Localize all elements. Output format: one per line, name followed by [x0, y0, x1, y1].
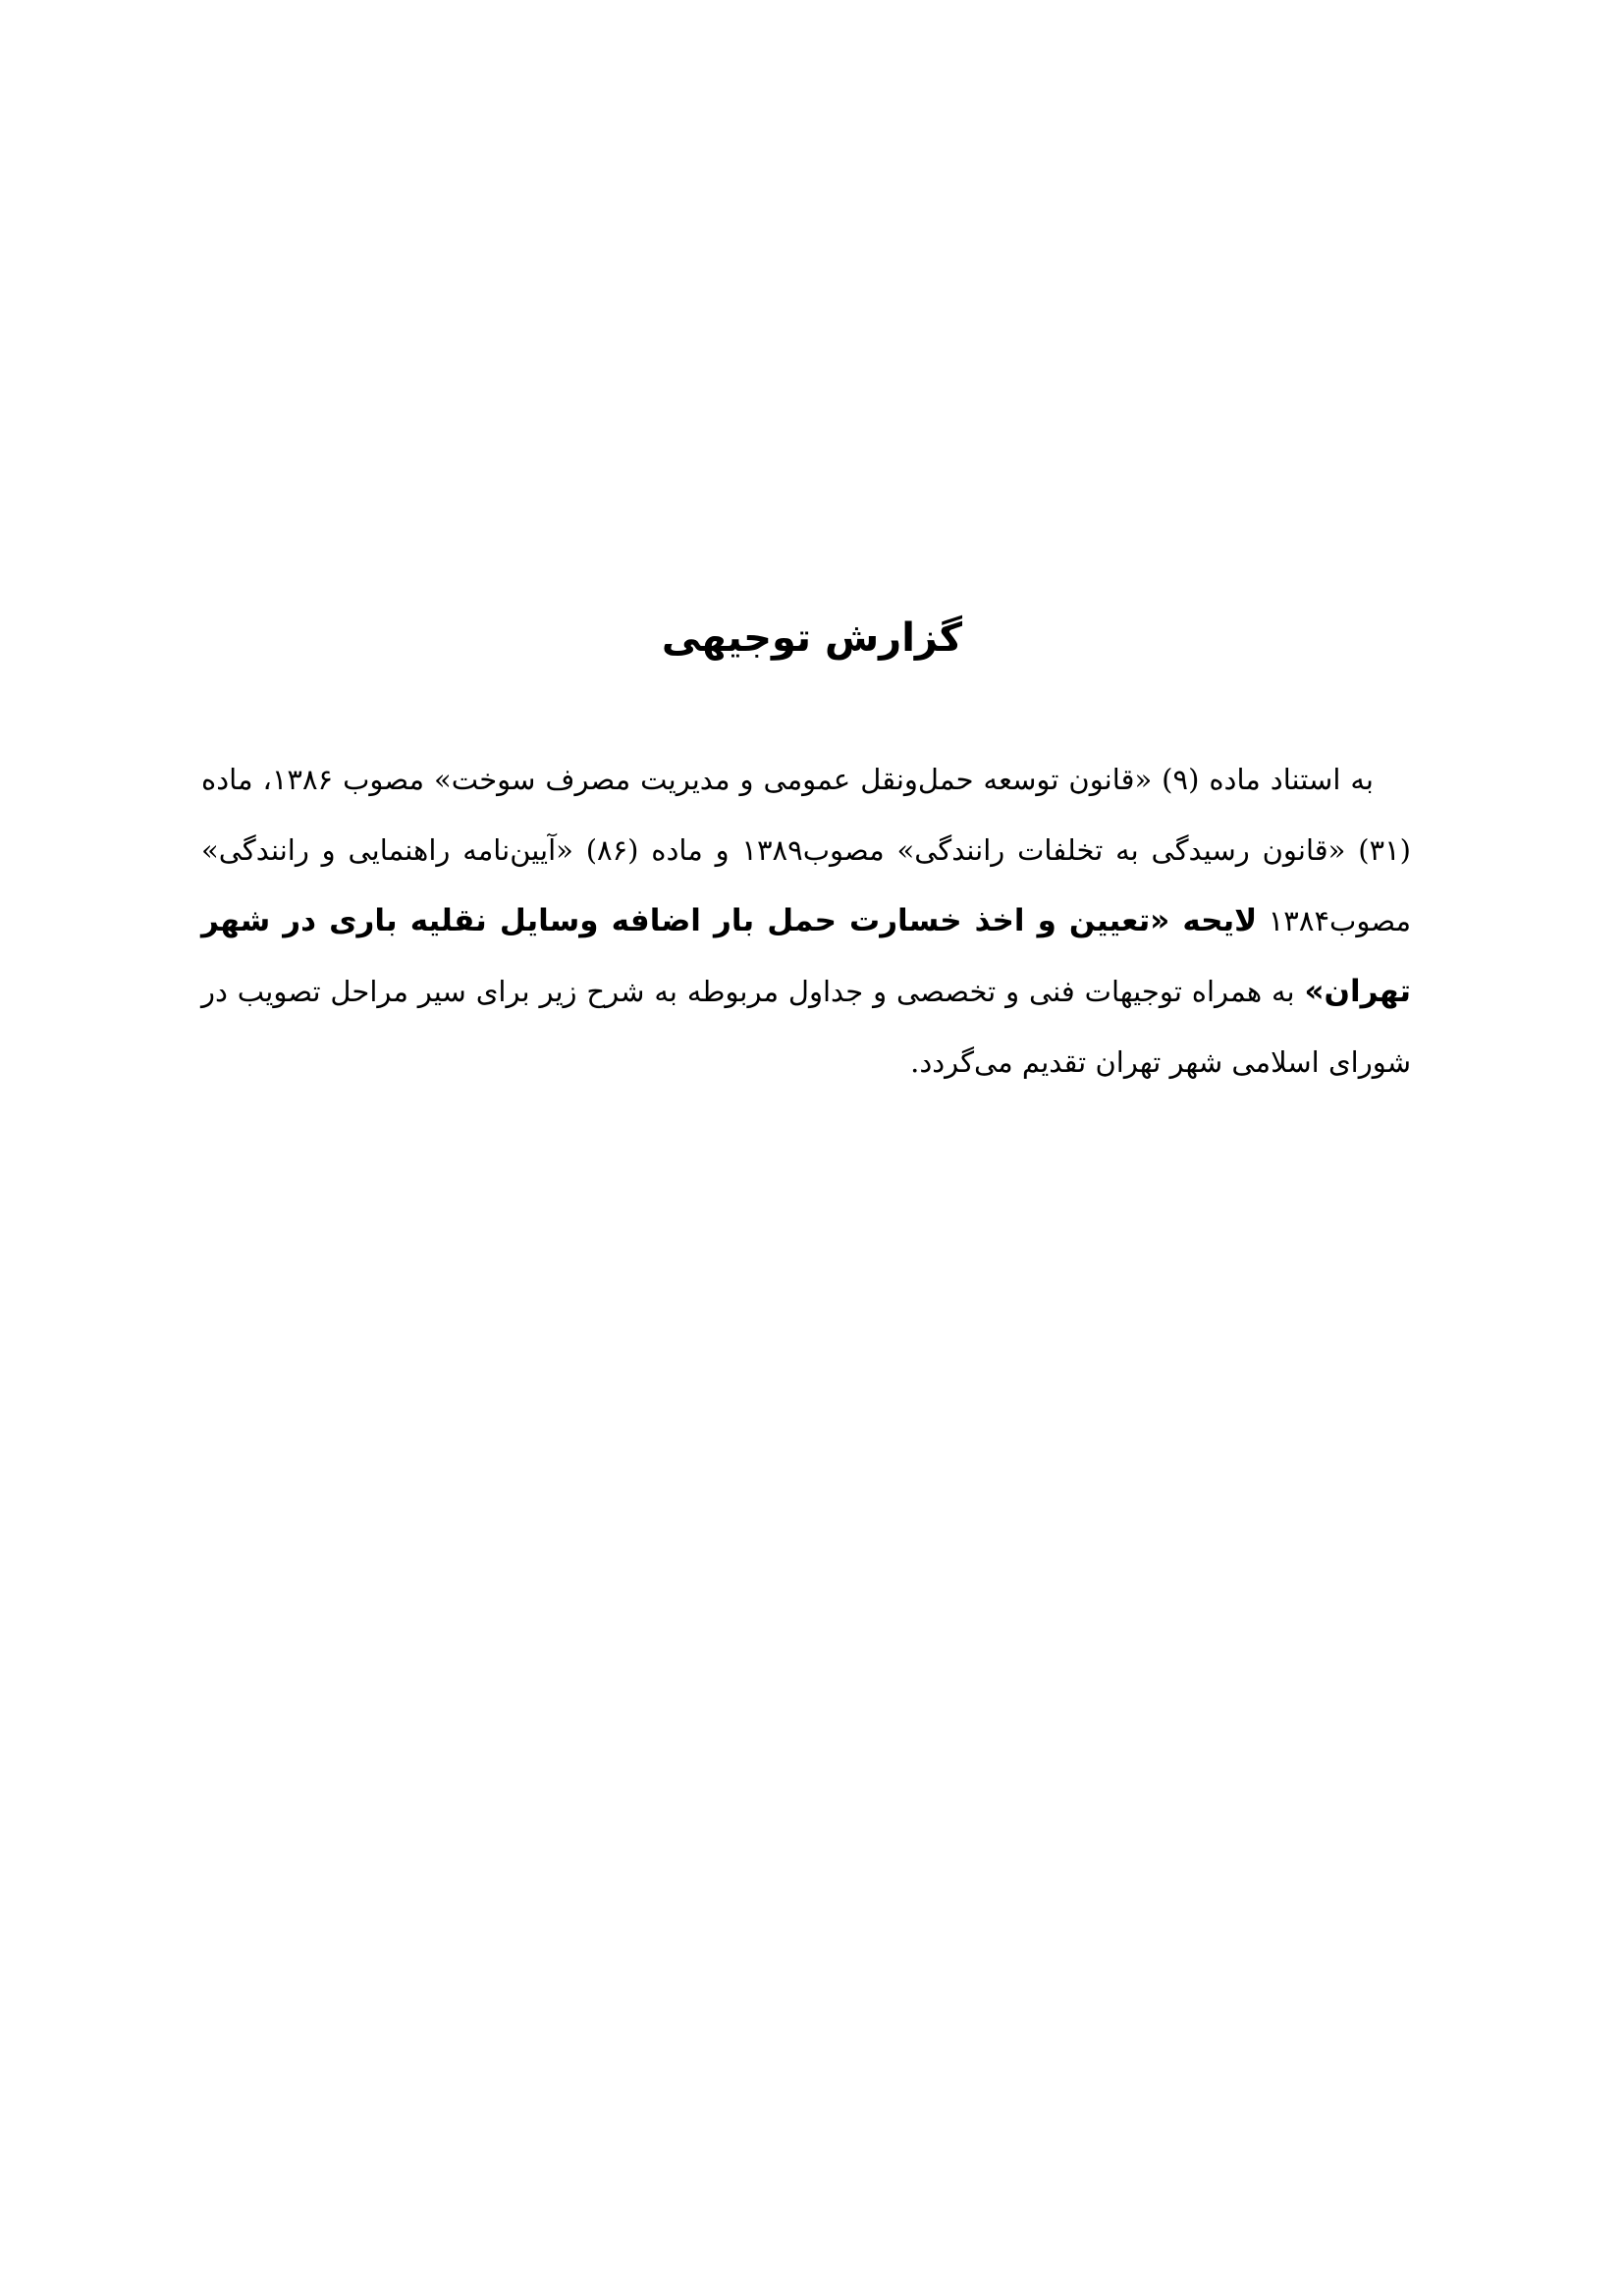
document-title: گزارش توجیهی: [661, 615, 963, 661]
paragraph-conclusion: به همراه توجیهات فنی و تخصصی و جداول مربوطه به شرح زیر برای سیر مراحل تصویب در شورای اسلامی شهر تهران تقدیم می‌گردد.: [201, 975, 1411, 1079]
body-paragraph: [201, 744, 1411, 1097]
bill-title: لایحه «تعیین و اخذ خسارت حمل بار اضافه وسایل نقلیه باری در شهر تهران»: [201, 903, 1411, 1009]
paragraph-intro: به استناد ماده (۹) «قانون توسعه حمل‌ونقل عمومی و مدیریت مصرف سوخت» مصوب ۱۳۸۶، ماده (۳۱) «قانون رسیدگی به تخلفات رانندگی» مصوب۱۳۸۹ و ماده (۸۶) «آیین‌نامه راهنمایی و رانندگی» مصوب۱۳۸۴: [201, 763, 1412, 937]
